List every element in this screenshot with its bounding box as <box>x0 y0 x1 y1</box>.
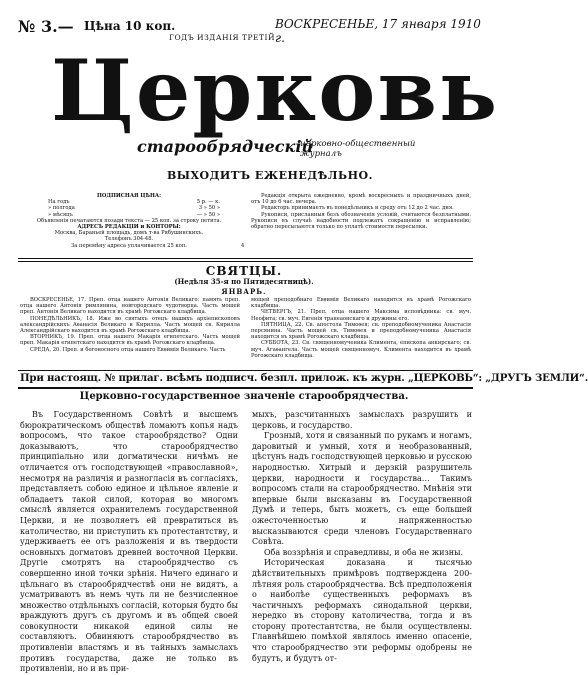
article-paragraph: Оба воззрѣнія и справедливы, и оба не жизны. <box>264 547 463 557</box>
subtitle-left: старообрядческій <box>137 137 314 156</box>
frequency: ВЫХОДИТЪ ЕЖЕНЕДѢЛЬНО. <box>167 169 373 182</box>
calendar-subtitle: (Недѣля 35-я по Пятидесятницѣ). <box>174 277 314 286</box>
editorial-note <box>251 193 471 230</box>
corner-mark: 4 <box>241 243 245 249</box>
article-paragraph: мыхъ, разсчитанныхъ замыслахъ разрушить и церковь, и государство. <box>252 410 472 430</box>
calendar-entry: ВТОРНИКЪ, 19. Преп. отца нашего Макарія египетскаго. Часть мощей преп. Макарія египетскаго находится въ храмѣ Рогожскаго кладбища. <box>20 334 240 347</box>
issue-number: № 3.— <box>18 17 74 36</box>
editorial-note-para: Редакторъ принимаетъ въ понедѣльникъ и среду отъ 12 до 2 час. дня. <box>261 205 454 212</box>
calendar-entry: СУББОТА, 23. Св. священномученика Климента, епископа анкирскаго; св. муч. Агаѳангела. Часть мощей священномуч. Климента находится въ храмѣ Рогожскаго кладбища. <box>251 340 471 359</box>
subscription-label: » полгода <box>48 205 75 212</box>
calendar-title: СВЯТЦЫ. <box>205 264 283 278</box>
header-rule <box>18 258 473 259</box>
issue-date: ВОСКРЕСЕНЬЕ, 17 января 1910 г. <box>275 17 481 45</box>
subscription-value: 3 » 50 » <box>198 205 220 212</box>
calendar-entry: СРЕДА, 20. Преп. и богоносного отца нашего Евѳимія Великаго. Часть <box>30 346 226 353</box>
editorial-note-para: Редакція открыта ежедневно, кромѣ воскресныхъ и праздничныхъ дней, отъ 10 до 6 час. вечера. <box>251 193 471 206</box>
calendar-entry: ВОСКРЕСЕНЬЕ, 17. Преп. отца нашего Антонія Великаго: память преп. отца нашего Антонія римлянина, новгородскаго чудотворца. Часть мощей преп. Антонія Великаго находится въ храмѣ Рогожскаго кладбища. <box>20 297 240 316</box>
editorial-note-para: Рукописи, присланныя безъ обозначенія условій, считаются безплатными. Рукописи въ случаѣ надобности подлежатъ сокращенію и исправленію; обратно пересылаются только по уплатѣ стоимости пересылки. <box>251 211 471 231</box>
subscription-heading: ПОДПИСНАЯ ЦѢНА: <box>96 193 162 199</box>
calendar-left <box>20 297 240 353</box>
calendar-right <box>251 297 471 359</box>
subscription-value: — » 50 » <box>196 211 220 218</box>
phone: Телефонъ 304-48. <box>104 236 154 243</box>
calendar-rule <box>18 370 473 371</box>
announcement-rule <box>18 387 473 389</box>
calendar-entry: мощей преподобнаго Евѳимія Великаго находится въ храмѣ Рогожскаго кладбища. <box>251 297 471 310</box>
header-rule <box>18 261 473 262</box>
calendar-entry: ПОНЕДѢЛЬНИКЪ, 18. Иже во святыхъ отецъ нашихъ архіепископовъ александрійскихъ Аѳанасія Великаго и Кирилла. Часть мощей св. Кирилла Александрійскаго находится въ храмѣ Рогожскаго кладбища. <box>20 315 240 335</box>
announcement: При настоящ. № прилаг. всѣмъ подписч. безпл. прилож. къ журн. „ЦЕРКОВЬ“: „ДРУГЪ ЗЕМЛИ“. <box>20 372 588 384</box>
masthead-title <box>51 41 500 140</box>
article-paragraph: Въ Государственномъ Совѣтѣ и высшемъ бюрократическомъ обществѣ ломаютъ копья надъ вопросомъ, что такое старообрядство? Одни доказываютъ, что старообрядчество принципіально или догматически ничѣмъ не отличается отъ господствующей «православной», несмотря на различія и разногласія въ согласіяхъ, представляетъ собою единое и цѣльное явленіе и обладаетъ такой силой, которая во многомъ смыслѣ является охранителемъ государственной Церкви, и не позволяетъ ей превратиться въ католичество, ни приступить къ протестантству, и удерживаетъ ее отъ разложенія и въ твердости основныхъ догматовъ древней восточной Церкви. Другіе смотрятъ на старообрядчество съ совершенно иной точки зрѣнія. Ничего единаго и цѣльнаго въ старообрядчествѣ они не видятъ, а усматриваютъ въ немъ чуть ли не безчисленное множество отдѣльныхъ согласій, которыя будто бы враждуютъ другъ съ другомъ и въ общей своей совокупности никакой единой силы не составляютъ. Обвиняютъ старообрядчество въ противленіи властямъ и въ тайныхъ замыслахъ противъ государства, даже не только въ противленіи, но и въ при- <box>20 410 238 674</box>
subtitle-right: церковно-общественный журналъ <box>300 139 416 159</box>
price: Цѣна 10 коп. <box>84 19 176 33</box>
address-change-note: За перемѣну адреса уплачивается 25 коп. <box>71 242 187 249</box>
address-heading: АДРЕСЪ РЕДАКЦІИ и КОНТОРЫ: <box>77 224 181 231</box>
subscription-label: На годъ <box>48 199 70 206</box>
article-column-right <box>252 410 472 670</box>
subscription-block <box>20 193 238 249</box>
calendar-entry: ПЯТНИЦА, 22. Св. апостола Тимоѳея; св. преподобномученика Анастасія персянина. Часть мощей св. Тимоѳея и преподобномученика Анастасія находится въ храмѣ Рогожскаго кладбища. <box>251 321 471 341</box>
article-column-left <box>20 410 238 674</box>
address: Москва, Бараньей площадь, домъ т-ва Рябушинскихъ. <box>54 230 204 237</box>
calendar-month: ЯНВАРЬ. <box>221 287 267 296</box>
ads-note: Объявленія печатаются позади текста — 25 коп. за строку петита. <box>36 217 222 224</box>
calendar-entry: ЧЕТВЕРГЪ, 21. Преп. отца нашего Максима исповѣдника: св. муч. Неофита; св. муч. Евгенія транеаонскаго и дружины его. <box>251 309 471 322</box>
subscription-value: 5 р. — к. <box>196 199 220 206</box>
masthead-title-text: Церковь <box>51 41 500 140</box>
article-title: Церковно-государственное значеніе старообрядчества. <box>79 391 409 402</box>
article-paragraph: Грозный, хотя и связанный по рукамъ и ногамъ, даровитый и умный, хотя и необразованный, цѣстунъ надъ господствующей церковью и русскою народностью. Хитрый и дерзкій разрушитель церкви, народности и государства… Такимъ вопросомъ стали на старообрядчество. Мнѣнія эти впервые были высказаны въ Государственной Думѣ и теперь, быть можетъ, съ еще большей ожесточенностью и напряженностью высказываются среди членовъ Государственнаго Совѣта. <box>252 431 472 547</box>
article-paragraph: Историческая доказана и тысячью дѣйствительныхъ примѣровъ подтверждена 200-лѣтняя роль старообрядчества. Всѣ предположенія о наиболѣе существенныхъ реформахъ въ частичныхъ реформахъ синодальной церкви, нередко въ сторону католичества, тогда и въ сторону протестантства, не были осуществлены. Главнѣйшею помѣхой являлось именно опасеніе, что старообрядчество эти реформы одобрены не будутъ, и будутъ от- <box>252 558 472 663</box>
year-label: ГОДЪ ИЗДАНІЯ ТРЕТІЙ <box>169 33 276 42</box>
subscription-label: » мѣсяцъ <box>48 211 73 218</box>
